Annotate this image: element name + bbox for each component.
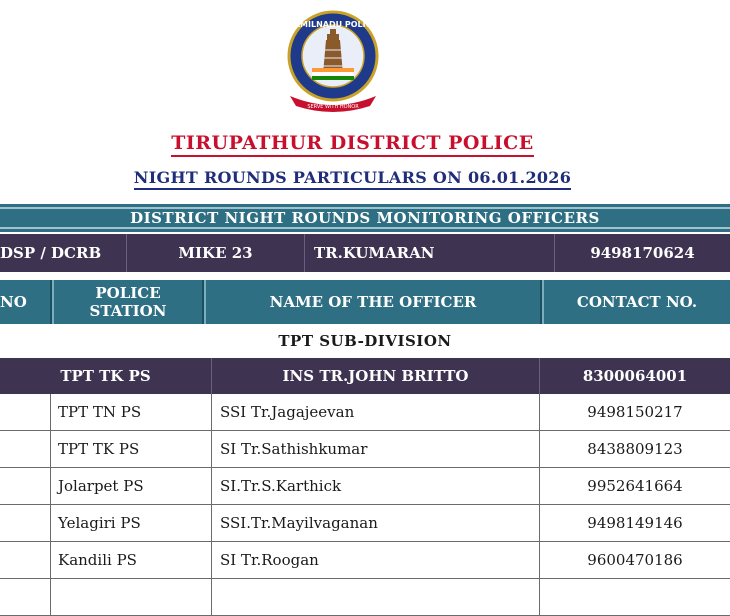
row-station: Yelagiri PS [50, 505, 212, 541]
table-row [0, 431, 730, 468]
monitoring-officer-row [0, 234, 730, 272]
table-row [0, 394, 730, 431]
subdivision-lead-row [0, 358, 730, 394]
header-police-station-line2: STATION [89, 302, 167, 320]
monitoring-contact: 9498170624 [590, 244, 695, 262]
monitoring-officers-band [0, 204, 730, 232]
row-station: TPT TK PS [50, 431, 212, 467]
row-no-cell [0, 394, 51, 430]
page-title-text: TIRUPATHUR DISTRICT POLICE [171, 132, 534, 157]
lead-station: TPT TK PS [0, 358, 212, 394]
row-contact: 9952641664 [587, 477, 683, 495]
monitoring-officer-name: TR.KUMARAN [305, 234, 555, 272]
row-contact: 8438809123 [587, 440, 683, 458]
row-contact: 9498150217 [587, 403, 683, 421]
police-emblem-icon [282, 10, 384, 114]
lead-contact: 8300064001 [582, 367, 688, 385]
header-police-station [52, 280, 204, 324]
svg-text:TAMILNADU POLICE: TAMILNADU POLICE [289, 20, 377, 29]
page-title [0, 132, 705, 154]
row-no-cell [0, 505, 51, 541]
subdivision-title: TPT SUB-DIVISION [278, 332, 452, 350]
monitoring-callsign: MIKE 23 [127, 234, 305, 272]
row-contact: 9498149146 [587, 514, 683, 532]
row-no-cell [0, 579, 51, 615]
row-station: Jolarpet PS [50, 468, 212, 504]
tamilnadu-police-logo [282, 10, 384, 114]
lead-officer: INS TR.JOHN BRITTO [212, 358, 540, 394]
row-officer: SI Tr.Roogan [212, 542, 540, 578]
row-contact [540, 579, 730, 615]
row-officer: SI.Tr.S.Karthick [212, 468, 540, 504]
row-officer: SSI Tr.Jagajeevan [212, 394, 540, 430]
row-station [50, 579, 212, 615]
table-row [0, 468, 730, 505]
table-row [0, 505, 730, 542]
page-subtitle [0, 168, 705, 187]
header-police-station-line1: POLICE [95, 284, 161, 302]
row-no-cell [0, 542, 51, 578]
row-no-cell [0, 431, 51, 467]
header-contact-no: CONTACT NO. [542, 280, 730, 324]
table-header [0, 280, 730, 324]
row-officer: SSI.Tr.Mayilvaganan [212, 505, 540, 541]
table-row [0, 542, 730, 579]
row-station: Kandili PS [50, 542, 212, 578]
monitoring-rank: DSP / DCRB [0, 234, 127, 272]
header-no: NO [0, 280, 52, 324]
row-contact: 9600470186 [587, 551, 683, 569]
row-officer [212, 579, 540, 615]
header-officer-name: NAME OF THE OFFICER [204, 280, 542, 324]
officer-table [0, 394, 730, 616]
table-row-partial [0, 579, 730, 616]
row-no-cell [0, 468, 51, 504]
row-station: TPT TN PS [50, 394, 212, 430]
page-subtitle-text: NIGHT ROUNDS PARTICULARS ON 06.01.2026 [134, 168, 571, 190]
row-officer: SI Tr.Sathishkumar [212, 431, 540, 467]
svg-text:SERVE WITH HONOR: SERVE WITH HONOR [307, 104, 359, 110]
monitoring-band-label: DISTRICT NIGHT ROUNDS MONITORING OFFICERS [130, 209, 600, 227]
